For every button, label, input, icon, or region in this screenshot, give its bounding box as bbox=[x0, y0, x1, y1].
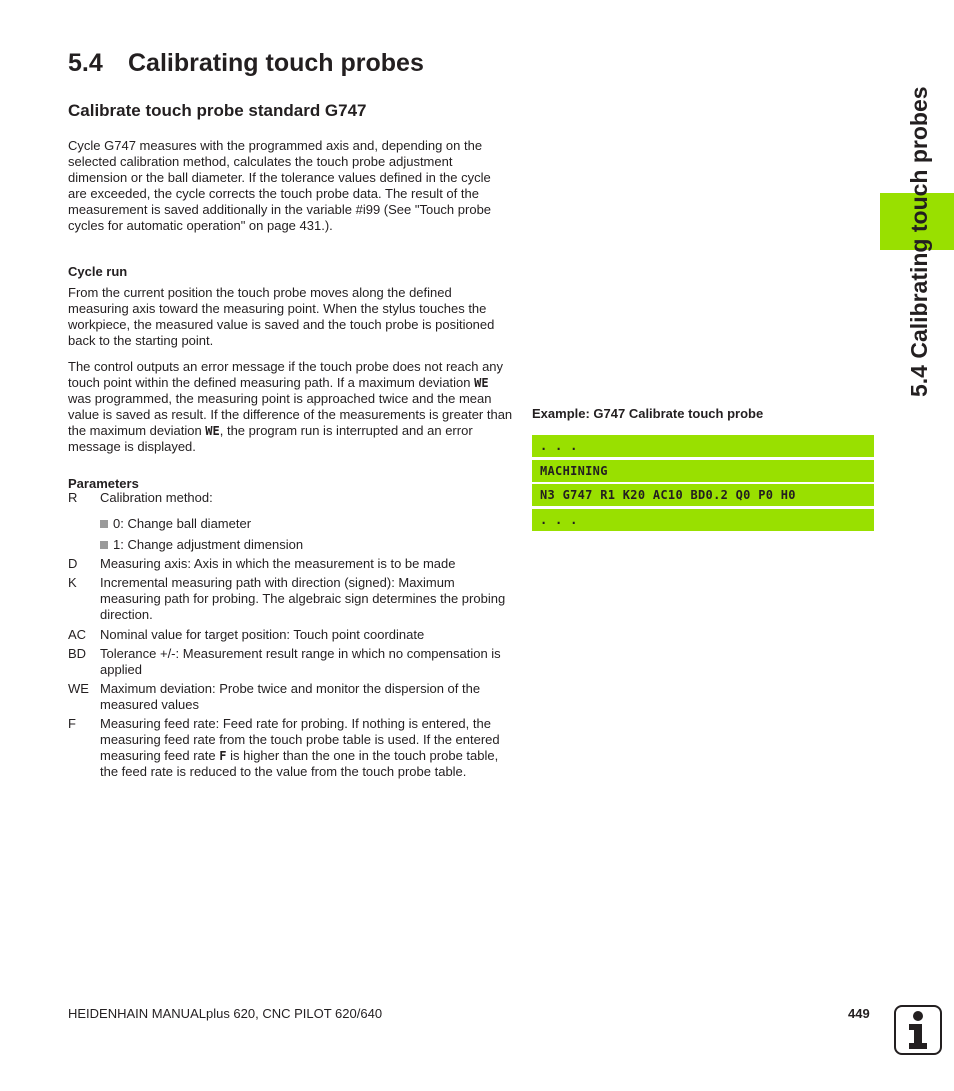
code-we-2: WE bbox=[205, 424, 220, 438]
cycle-run-heading: Cycle run bbox=[68, 264, 128, 279]
param-key: AC bbox=[68, 627, 87, 642]
param-key: K bbox=[68, 575, 77, 590]
param-r-option-1 bbox=[100, 537, 303, 553]
section-number: 5.4 bbox=[68, 49, 103, 77]
param-key: WE bbox=[68, 681, 89, 696]
param-key: BD bbox=[68, 646, 87, 661]
param-desc: Calibration method: bbox=[100, 490, 213, 505]
cycle-run-text-a: The control outputs an error message if the touch probe does not reach any touch point within the defined measuring path. If a maximum deviation bbox=[68, 359, 504, 390]
param-desc bbox=[100, 716, 513, 780]
square-bullet-icon bbox=[100, 520, 108, 528]
parameters-heading: Parameters bbox=[68, 476, 139, 491]
code-line: . . . bbox=[532, 509, 874, 531]
footer-manual-title: HEIDENHAIN MANUALplus 620, CNC PILOT 620/640 bbox=[68, 1006, 383, 1021]
param-desc: Nominal value for target position: Touch point coordinate bbox=[100, 627, 425, 642]
code-f: F bbox=[219, 749, 227, 763]
info-icon bbox=[894, 1005, 942, 1055]
param-r-option-0 bbox=[100, 516, 251, 532]
code-line: . . . bbox=[532, 435, 874, 457]
option-label: 1: Change adjustment dimension bbox=[113, 537, 304, 552]
param-key: D bbox=[68, 556, 78, 571]
section-title-text: Calibrating touch probes bbox=[128, 49, 424, 77]
cycle-run-paragraph-1: From the current position the touch probe moves along the defined measuring axis toward the measuring point. When the stylus touches the workpiece, the measured value is saved and the touch probe is positioned back to the starting point. bbox=[68, 285, 495, 348]
square-bullet-icon bbox=[100, 541, 108, 549]
subsection-title: Calibrate touch probe standard G747 bbox=[68, 101, 367, 120]
param-key: R bbox=[68, 490, 78, 505]
param-desc: Measuring axis: Axis in which the measurement is to be made bbox=[100, 556, 456, 571]
cycle-run-text-b: was programmed, the measuring point is approached twice and the mean value is saved as result. If the difference of the measurements is greater than the maximum deviation bbox=[68, 391, 513, 438]
info-glyph bbox=[896, 1007, 940, 1053]
code-we-1: WE bbox=[474, 376, 489, 390]
code-line: N3 G747 R1 K20 AC10 BD0.2 Q0 P0 H0 bbox=[532, 484, 874, 506]
section-title bbox=[68, 47, 424, 79]
cycle-run-text-c: , the program run is interrupted and an error message is displayed. bbox=[68, 423, 473, 454]
code-line: MACHINING bbox=[532, 460, 874, 482]
param-desc: Maximum deviation: Probe twice and monitor the dispersion of the measured values bbox=[100, 681, 481, 712]
f-desc-text-b: is higher than the one in the touch probe table, the feed rate is reduced to the value from the touch probe table. bbox=[100, 748, 499, 779]
example-title: Example: G747 Calibrate touch probe bbox=[532, 406, 764, 421]
option-label: 0: Change ball diameter bbox=[113, 516, 252, 531]
param-key: F bbox=[68, 716, 76, 731]
param-desc: Incremental measuring path with direction (signed): Maximum measuring path for probing. The algebraic sign determines the probing direction. bbox=[100, 575, 506, 622]
cycle-run-paragraph-2 bbox=[68, 359, 513, 455]
intro-paragraph: Cycle G747 measures with the programmed axis and, depending on the selected calibration method, calculates the touch probe adjustment dimension or the ball diameter. If the tolerance values defined in the cycle are exceeded, the cycle corrects the touch probe data. The result of the measurement is saved additionally in the variable #i99 (See "Touch probe cycles for automatic operation" on page 431.). bbox=[68, 138, 492, 233]
page-number: 449 bbox=[848, 1006, 870, 1021]
param-desc: Tolerance +/-: Measurement result range in which no compensation is applied bbox=[100, 646, 501, 677]
side-tab-label: 5.4 Calibrating touch probes bbox=[906, 86, 932, 397]
f-desc-text-a: Measuring feed rate: Feed rate for probing. If nothing is entered, the measuring feed rate from the touch probe table is used. If the entered measuring feed rate bbox=[100, 716, 500, 763]
